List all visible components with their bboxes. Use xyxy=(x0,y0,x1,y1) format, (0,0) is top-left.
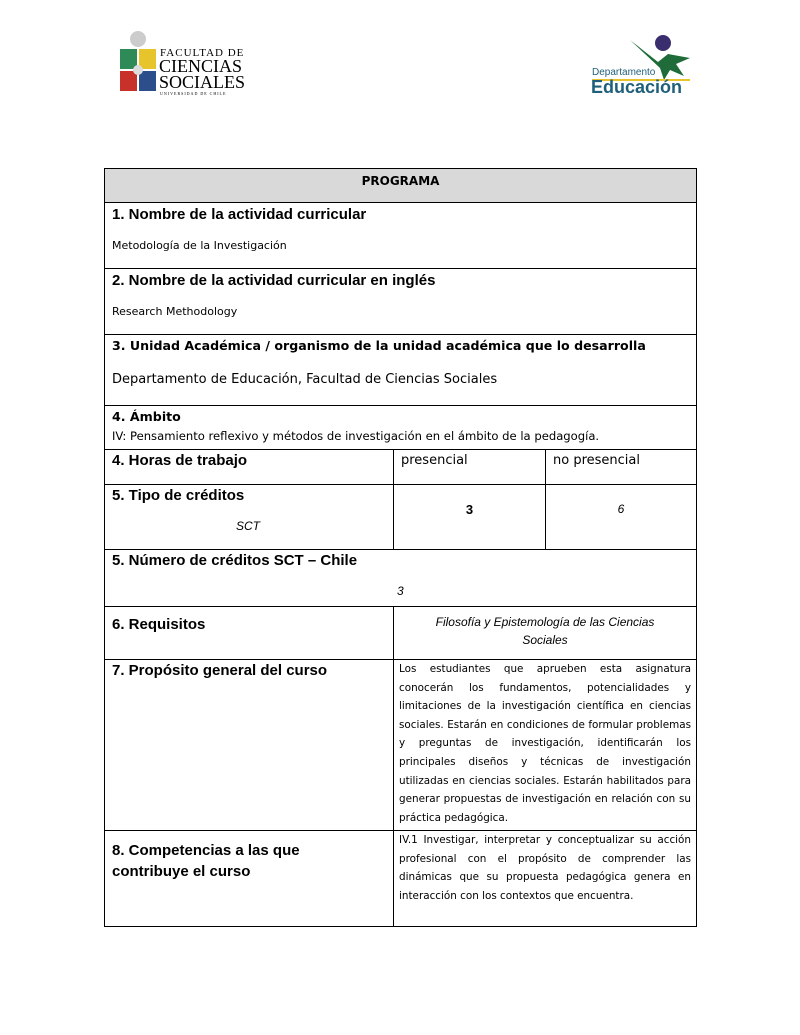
row-value: Metodología de la Investigación xyxy=(112,239,287,252)
row-english-name xyxy=(104,268,697,335)
credit-value: 3 xyxy=(465,502,474,517)
req-value-cell xyxy=(393,606,697,660)
logo-line: Educación xyxy=(591,77,683,97)
row-title: 4. Ámbito xyxy=(112,409,181,424)
horas-presencial-cell xyxy=(393,449,546,485)
prop-title-cell xyxy=(104,659,394,831)
logo-line: CIENCIAS xyxy=(159,56,243,76)
row-value: 3 xyxy=(397,584,404,598)
logo-line: UNIVERSIDAD DE CHILE xyxy=(160,91,227,96)
row-value: IV: Pensamiento reflexivo y métodos de investigación en el ámbito de la pedagogía. xyxy=(112,429,600,443)
comp-value-cell xyxy=(393,830,697,927)
tipo-presencial-cell xyxy=(393,484,546,550)
logo-line: Departamento xyxy=(592,67,656,78)
req-title-cell xyxy=(104,606,394,660)
tipo-title-cell xyxy=(104,484,394,550)
horas-title-cell xyxy=(104,449,394,485)
logo-line: FACULTAD DE xyxy=(160,47,245,59)
row-ambito xyxy=(104,405,697,450)
row-value: Departamento de Educación, Facultad de Ciencias Sociales xyxy=(112,372,498,387)
logo-line: SOCIALES xyxy=(159,72,246,92)
row-title: 1. Nombre de la actividad curricular xyxy=(112,206,367,223)
tipo-no-presencial-cell xyxy=(545,484,697,550)
row-title: 5. Número de créditos SCT – Chile xyxy=(112,552,358,569)
header-cell xyxy=(104,168,697,203)
horas-no-presencial-cell xyxy=(545,449,697,485)
program-header: PROGRAMA xyxy=(361,174,440,188)
row-activity-name xyxy=(104,202,697,269)
column-label: presencial xyxy=(401,453,468,468)
row-value: SCT xyxy=(236,519,260,533)
row-title: 7. Propósito general del curso xyxy=(112,662,328,679)
comp-title-cell xyxy=(104,830,394,927)
credit-value: 6 xyxy=(617,502,625,516)
row-value: Research Methodology xyxy=(112,305,238,318)
row-title: 3. Unidad Académica / organismo de la unidad académica que lo desarrolla xyxy=(112,338,646,353)
row-value: Filosofía y Epistemología de las Ciencias Sociales xyxy=(435,615,655,647)
row-title: 8. Competencias a las que contribuye el curso xyxy=(112,842,300,880)
row-unit xyxy=(104,334,697,406)
row-title: 4. Horas de trabajo xyxy=(112,452,248,469)
row-value: IV.1 Investigar, interpretar y conceptualizar su acción profesional con el propósito de comprender las dinámicas que su propuesta pedagógica genera en interacción con los contextos que encuentra. xyxy=(399,834,691,902)
prop-value-cell xyxy=(393,659,697,831)
row-numero-creditos xyxy=(104,549,697,607)
row-title: 2. Nombre de la actividad curricular en inglés xyxy=(112,272,436,289)
column-label: no presencial xyxy=(553,453,640,468)
row-title: 5. Tipo de créditos xyxy=(112,487,245,504)
row-value: Los estudiantes que aprueben esta asignatura conocerán los fundamentos, potencialidades y limitaciones de la investigación científica en ciencias sociales. Estarán en condiciones de formular problemas y preguntas de investigación, identificarán los principales diseños y técnicas de investigación utilizadas en ciencias sociales. Estarán habilitados para generar propuestas de investigación en relación con su práctica pedagógica. xyxy=(399,663,691,824)
row-title: 6. Requisitos xyxy=(112,616,206,633)
crest-icon xyxy=(118,30,158,94)
